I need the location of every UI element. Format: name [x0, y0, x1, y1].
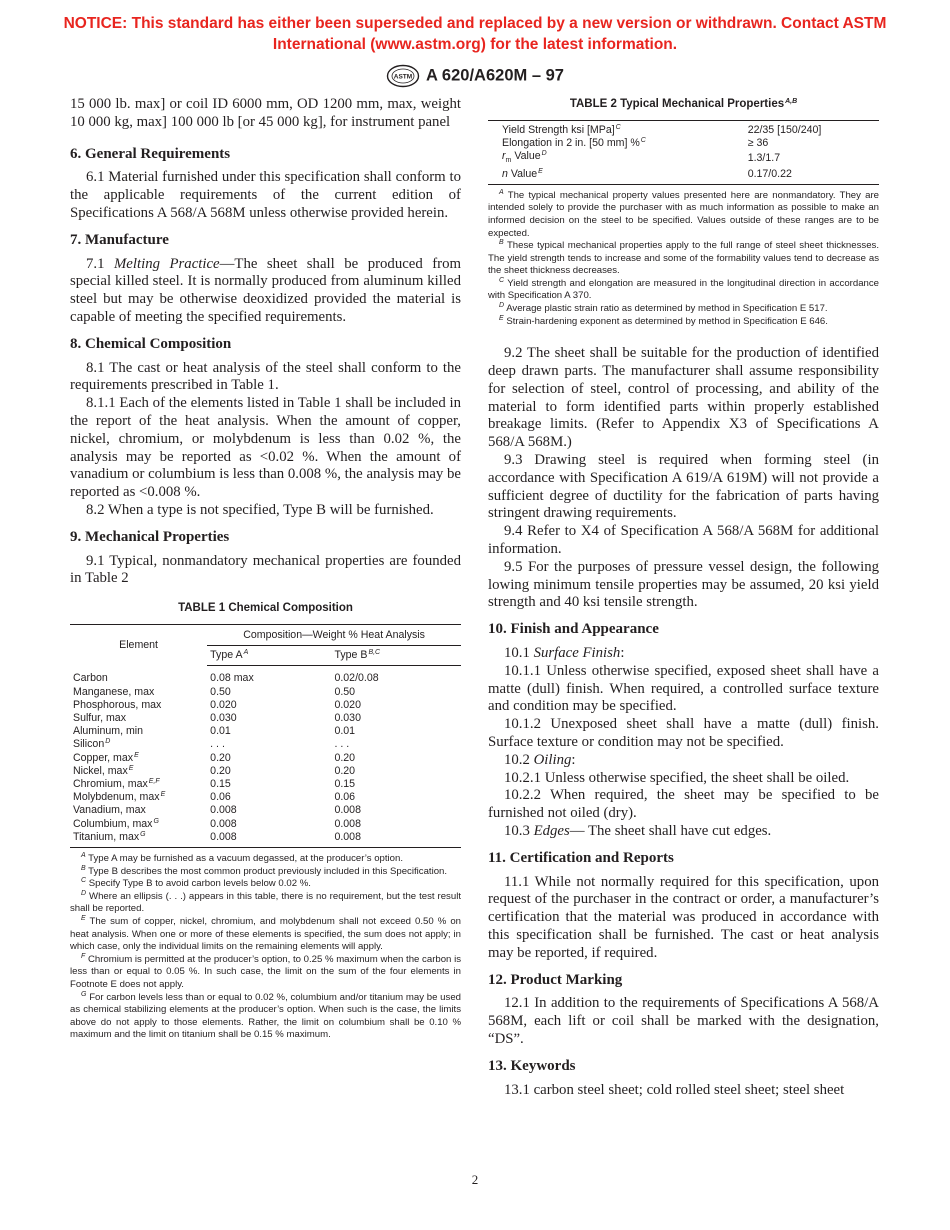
- table-row: [488, 137, 879, 150]
- element-name: Phosphorous, max: [73, 698, 162, 711]
- footnote-mark: G: [153, 817, 159, 825]
- cell-type-a: 0.06: [210, 791, 231, 804]
- footnote-text: Specify Type B to avoid carbon levels below 0.02 %.: [86, 878, 311, 890]
- table2-title: TABLE 2 Typical Mechanical Properties$^{A,B}$: [569, 98, 798, 110]
- footnote-text: Strain-hardening exponent as determined by method in Specification E 646.: [503, 315, 828, 327]
- paragraph: 10.2 Oiling:: [504, 751, 576, 768]
- footnote-text: Where an ellipsis (. . .) appears in this table, there is no requirement, but the test result shall be reported.: [70, 890, 461, 915]
- footnote-mark: G: [140, 830, 146, 838]
- paragraph: 10.3 Edges— The sheet shall have cut edges.: [504, 822, 772, 839]
- footnote-text: Chromium is permitted at the producer’s option, to 0.25 % maximum when the carbon is less than or equal to 0.05 %. In such case, the limit on the sum of the four elements in Footnote E does not apply.: [70, 953, 461, 990]
- cell-value: 1.3/1.7: [747, 152, 781, 165]
- table-row: [70, 778, 461, 791]
- element-name: Molybdenum, max: [73, 791, 160, 804]
- footnote: [488, 316, 879, 329]
- cell-value: 22/35 [150/240]: [747, 123, 822, 136]
- cell-element: [70, 666, 207, 686]
- table-row: [70, 725, 461, 738]
- paragraph: 15 000 lb. max] or coil ID 6000 mm, OD 1200 mm, max, weight 10 000 kg, max] 100 000 lb [or 45 000 kg], for instrument panel: [70, 96, 461, 130]
- footnote-mark: D: [541, 150, 547, 158]
- footnote: [70, 916, 461, 954]
- mechanical-properties-table: [488, 120, 879, 185]
- footnote: [488, 303, 879, 316]
- cell-element: [70, 804, 207, 817]
- table-row: [488, 150, 879, 167]
- table-row: [70, 765, 461, 778]
- footnote-text: The typical mechanical property values presented here are nonmandatory. They are intended solely to provide the purchaser with as much information as possible to make an informed decision on the steel to be specified. Values outside of these ranges are to be expected.: [488, 189, 879, 239]
- cell-type-a: 0.15: [210, 777, 231, 790]
- property-label: Yield Strength ksi [MPa]: [502, 123, 615, 136]
- cell-type-a: 0.008: [207, 831, 331, 848]
- term: Surface Finish: [533, 645, 621, 661]
- table-row: [70, 752, 461, 765]
- paragraph: 7.1 Melting Practice—The sheet shall be produced from special killed steel. It is normally produced from aluminum killed steel but may be otherwise deoxidized provided the material is capable of meeting the specified requirements.: [70, 255, 461, 325]
- table-row: [70, 699, 461, 712]
- footnote-mark: E: [538, 167, 543, 175]
- symbol: n: [502, 167, 508, 180]
- footnote-mark: F: [81, 952, 86, 960]
- paragraph: 9.2 The sheet shall be suitable for the production of identified deep drawn parts. The manufacturer shall assume responsibility for selection of steel, control of processing, and ability of the material to form identified parts within properly established breakage limits. (Refer to Appendix X3 of Specifications A 568/A 568M.): [488, 345, 879, 451]
- section-heading: 12. Product Marking: [488, 971, 623, 988]
- footnote-mark: B: [499, 239, 504, 247]
- paragraph: 6.1 Material furnished under this specification shall conform to the applicable requirements of the current edition of Specifications A 568/A 568M unless otherwise provided herein.: [70, 169, 461, 221]
- cell-element: [70, 712, 207, 725]
- cell-type-b: 0.01: [334, 725, 356, 738]
- term: Edges: [533, 822, 570, 839]
- element-name: Carbon: [73, 672, 108, 685]
- cell-type-a: 0.008: [210, 817, 237, 830]
- footnote-mark: C: [499, 276, 505, 284]
- term: Melting Practice: [113, 255, 220, 272]
- cell-element: [70, 778, 207, 791]
- paragraph: 9.1 Typical, nonmandatory mechanical properties are founded in Table 2: [70, 552, 461, 587]
- paragraph: 9.4 Refer to X4 of Specification A 568/A 568M for additional information.: [488, 523, 879, 558]
- property-label: Elongation in 2 in. [50 mm] %: [502, 137, 640, 149]
- cell-type-b: 0.15: [334, 777, 356, 790]
- cell-type-a: 0.008: [210, 804, 237, 817]
- cell-type-b: 0.008: [331, 831, 461, 848]
- footnote-text: Type B describes the most common product previously included in this Specification.: [85, 865, 448, 877]
- property-label: Value: [507, 167, 538, 180]
- paragraph: 9.3 Drawing steel is required when forming steel (in accordance with Specification A 619/A 619M) will not provide a sufficient degree of ductility for the fabrication of parts having stringent drawing requirements.: [488, 452, 879, 522]
- table-row: [70, 738, 461, 751]
- section-heading: 9. Mechanical Properties: [70, 528, 230, 545]
- table-row: [70, 686, 461, 699]
- footnote-text: The sum of copper, nickel, chromium, and molybdenum shall not exceed 0.50 % on heat analysis. When one or more of these elements is specified, the sum does not apply; in which case, only the individual limits on the remaining elements will apply.: [70, 915, 461, 953]
- cell-type-b: 0.20: [334, 764, 356, 777]
- footnote: [70, 992, 461, 1042]
- notice-banner: NOTICE: This standard has either been superseded and replaced by a new version or withdrawn. Contact ASTM International (www.astm.org) for the latest information.: [63, 15, 887, 53]
- footnote-mark: D: [81, 889, 87, 897]
- footnote: [70, 853, 461, 866]
- cell-property: [488, 120, 734, 137]
- cell-type-a: 0.50: [210, 685, 231, 698]
- cell-type-b: 0.020: [334, 698, 361, 711]
- col-header-type-a: Type $A^A$: [207, 646, 331, 666]
- table-row: [488, 120, 879, 137]
- cell-type-b: . . .: [334, 738, 350, 751]
- footnote: [70, 954, 461, 992]
- paragraph: 13.1 carbon steel sheet; cold rolled steel sheet; steel sheet: [504, 1081, 845, 1098]
- footnote-mark: G: [81, 990, 87, 998]
- footnote-mark: D: [499, 302, 505, 310]
- left-column: [70, 96, 461, 1042]
- footnote: [488, 240, 879, 278]
- cell-type-a: 0.20: [210, 764, 231, 777]
- table-row: [488, 168, 879, 185]
- paragraph: 8.2 When a type is not specified, Type B will be furnished.: [86, 501, 434, 518]
- footnote-text: These typical mechanical properties apply to the full range of steel sheet thicknesses. The yield strength tends to increase and some of the formability values tend to decrease as the sheet thickness decreases.: [488, 240, 879, 277]
- term: Oiling: [533, 751, 572, 768]
- footnote-mark: C: [615, 123, 621, 131]
- table-row: [70, 831, 461, 848]
- footnote: [488, 278, 879, 303]
- element-name: Silicon: [73, 738, 105, 751]
- paragraph: 11.1 While not normally required for this specification, upon request of the purchaser in the contract or order, a manufacturer’s certification that the material was produced in accordance with this specification shall be furnished. The cast or heat analysis may be reported, if required.: [488, 873, 879, 961]
- cell-type-b: 0.030: [334, 711, 361, 724]
- paragraph: 9.5 For the purposes of pressure vessel design, the following lowing minimum tensile properties may be assumed, 20 ksi yield strength and 40 ksi tensile strength.: [488, 558, 879, 611]
- table2-footnotes: [488, 190, 879, 329]
- designation: A 620/A620M – 97: [426, 66, 564, 85]
- footnote-mark: C: [640, 137, 646, 144]
- footnote-text: For carbon levels less than or equal to 0.02 %, columbium and/or titanium may be used as chemical stabilizing elements at the producer’s option. When such is the case, the limits above do not apply to those elements. Rather, the limit on columbium shall be 0.10 % maximum and the limit on titanium shall be 0.15 % maximum.: [70, 991, 461, 1041]
- element-name: Nickel, max: [73, 764, 128, 777]
- cell-element: [70, 818, 207, 831]
- cell-element: [70, 765, 207, 778]
- cell-element: [70, 831, 207, 848]
- paragraph: 10.2.1 Unless otherwise specified, the sheet shall be oiled.: [504, 769, 850, 786]
- footnote-mark: E: [160, 791, 166, 799]
- document-header: [0, 64, 950, 88]
- section-heading: 13. Keywords: [488, 1057, 576, 1074]
- chemical-composition-table: [70, 624, 461, 848]
- table-row: [70, 666, 461, 686]
- section-heading: 8. Chemical Composition: [70, 335, 232, 352]
- paragraph: 8.1.1 Each of the elements listed in Table 1 shall be included in the report of the heat analysis. When the amount of copper, nickel, chromium, or molybdenum is less than 0.02 %, the analysis may be reported as <0.02 %. When the amount of vanadium or columbium is less than 0.008 %, the analysis may be reported as <0.008 %.: [70, 395, 461, 501]
- footnote-mark: E: [81, 914, 86, 922]
- cell-type-b: 0.20: [334, 751, 356, 764]
- element-name: Manganese, max: [73, 685, 155, 698]
- cell-element: [70, 699, 207, 712]
- footnote-mark: A: [499, 188, 504, 196]
- right-column: [488, 96, 879, 1099]
- paragraph: 10.1.2 Unexposed sheet shall have a matte (dull) finish. Surface texture or condition may not be specified.: [488, 716, 879, 750]
- footnote-mark: E: [499, 314, 504, 322]
- cell-element: [70, 738, 207, 751]
- cell-type-b: 0.06: [334, 791, 356, 804]
- property-label: Value: [511, 150, 541, 163]
- section-heading: 10. Finish and Appearance: [488, 621, 659, 638]
- symbol: r: [502, 150, 506, 163]
- footnote-mark: E,F: [148, 777, 160, 785]
- footnote: [488, 190, 879, 240]
- table-row: [70, 791, 461, 804]
- cell-property: [488, 137, 734, 150]
- cell-property: [488, 168, 734, 185]
- footnote-mark: D: [105, 738, 111, 746]
- page-number: 2: [471, 1172, 479, 1187]
- paragraph: 12.1 In addition to the requirements of Specifications A 568/A 568M, each lift or coil shall be marked with the designation, “DS”.: [488, 995, 879, 1047]
- cell-type-b: 0.50: [334, 685, 356, 698]
- cell-type-b: 0.008: [334, 804, 361, 817]
- element-name: Copper, max: [73, 751, 134, 764]
- footnote-mark: B: [81, 864, 86, 872]
- cell-property: [488, 150, 734, 167]
- footnote-mark: C: [81, 877, 87, 885]
- footnote-text: Yield strength and elongation are measured in the longitudinal direction in accordance with Specification A 370.: [488, 277, 879, 302]
- footnote: [70, 866, 461, 879]
- logo-text: ASTM: [393, 73, 413, 81]
- cell-element: [70, 686, 207, 699]
- section-heading: 6. General Requirements: [70, 145, 231, 162]
- table-row: [70, 712, 461, 725]
- element-name: Vanadium, max: [73, 804, 146, 817]
- subscript: m: [505, 157, 512, 165]
- cell-type-a: 0.01: [210, 725, 231, 738]
- section-heading: 11. Certification and Reports: [488, 849, 674, 866]
- paragraph: 10.1 Surface Finish:: [504, 645, 625, 661]
- paragraph: 8.1 The cast or heat analysis of the steel shall conform to the requirements prescribed in Table 1.: [70, 359, 461, 394]
- cell-type-a: . . .: [210, 738, 225, 751]
- section-heading: 7. Manufacture: [70, 231, 169, 248]
- table1-footnotes: [70, 853, 461, 1042]
- cell-type-a: 0.20: [210, 751, 231, 764]
- cell-type-a: 0.030: [210, 711, 237, 724]
- col-header-element: Element: [70, 624, 207, 665]
- element-name: Sulfur, max: [73, 711, 126, 724]
- footnote-mark: E: [128, 764, 134, 772]
- cell-type-b: 0.02/0.08: [334, 672, 379, 685]
- cell-value: ≥ 36: [747, 137, 769, 149]
- astm-logo: [386, 64, 420, 88]
- table1-title: TABLE 1 Chemical Composition: [178, 602, 353, 615]
- paragraph: 10.1.1 Unless otherwise specified, exposed sheet shall have a matte (dull) finish. When required, a controlled surface texture and condition may be specified.: [488, 662, 879, 715]
- element-name: Chromium, max: [73, 777, 148, 790]
- footnote-mark: A: [81, 851, 86, 859]
- footnote-text: Average plastic strain ratio as determined by method in Specification E 517.: [504, 303, 828, 315]
- cell-type-b: 0.008: [334, 817, 361, 830]
- footnote: [70, 878, 461, 891]
- footnote-text: Type A may be furnished as a vacuum degassed, at the producer’s option.: [85, 852, 404, 864]
- table-row: [70, 804, 461, 817]
- element-name: Titanium, max: [73, 830, 140, 843]
- paragraph: 10.2.2 When required, the sheet may be specified to be furnished not oiled (dry).: [488, 787, 879, 822]
- col-header-group: Composition—Weight % Heat Analysis: [207, 624, 461, 645]
- cell-element: [70, 725, 207, 738]
- cell-type-a: 0.020: [210, 698, 237, 711]
- element-name: Aluminum, min: [73, 725, 144, 738]
- footnote-mark: E: [134, 751, 139, 759]
- cell-element: [70, 752, 207, 765]
- footnote: [70, 891, 461, 916]
- cell-type-a: 0.08 max: [210, 672, 254, 685]
- col-header-type-b: Type $B^{B,C}$: [331, 646, 461, 666]
- cell-element: [70, 791, 207, 804]
- element-name: Columbium, max: [73, 817, 153, 830]
- cell-value: 0.17/0.22: [747, 167, 792, 180]
- table-row: [70, 818, 461, 831]
